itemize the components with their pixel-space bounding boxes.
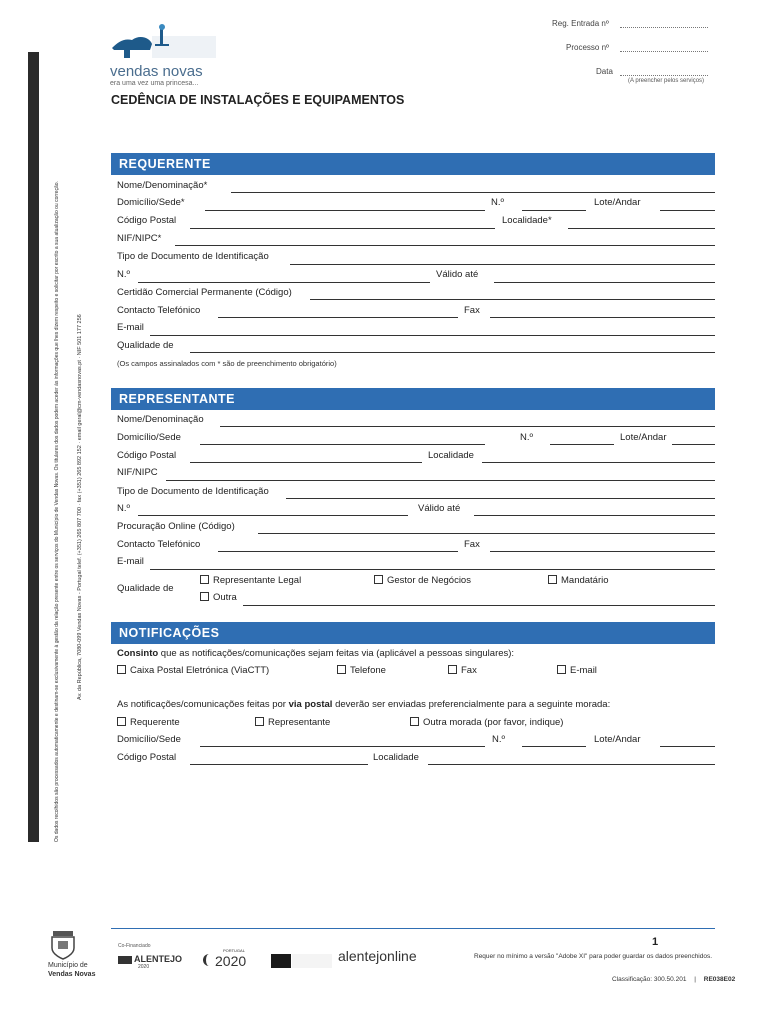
req-email-field[interactable]	[150, 335, 715, 336]
reg-entrada-field[interactable]	[620, 27, 708, 28]
notificacoes-section-bar	[111, 622, 715, 644]
rep-email-field[interactable]	[150, 569, 715, 570]
page-number: 1	[652, 936, 659, 948]
rep-procuracao-label: Procuração Online (Código)	[117, 521, 235, 532]
checkbox[interactable]	[337, 665, 346, 674]
checkbox[interactable]	[200, 592, 209, 601]
rep-contacto-field[interactable]	[218, 551, 458, 552]
notif-numero-label: N.º	[492, 734, 505, 745]
reg-entrada-label: Reg. Entrada nº	[552, 19, 609, 28]
rep-nome-field[interactable]	[220, 426, 715, 427]
req-nif-field[interactable]	[175, 245, 715, 246]
checkbox[interactable]	[448, 665, 457, 674]
req-contacto-field[interactable]	[218, 317, 458, 318]
portugal-2020-logo: PORTUGAL 2020	[203, 948, 259, 972]
req-codpostal-label: Código Postal	[117, 215, 177, 226]
data-label: Data	[596, 67, 613, 76]
rep-opt-mandatario[interactable]: Mandatário	[548, 575, 609, 586]
req-certidao-label: Certidão Comercial Permanente (Código)	[117, 287, 292, 298]
representante-section-bar	[111, 388, 715, 410]
alentejo-2020-logo: ALENTEJO 2020	[118, 951, 184, 971]
req-nome-label: Nome/Denominação*	[117, 180, 208, 191]
checkbox[interactable]	[410, 717, 419, 726]
document-title: CEDÊNCIA DE INSTALAÇÕES E EQUIPAMENTOS	[111, 93, 405, 107]
rep-opt-outra[interactable]: Outra	[200, 592, 237, 603]
cofinanciado-label: Co-Financiado	[118, 943, 151, 949]
alentejo-mark-icon	[118, 956, 132, 964]
checkbox[interactable]	[548, 575, 557, 584]
notif-opt-fax[interactable]: Fax	[448, 665, 477, 676]
req-numdoc-field[interactable]	[138, 282, 430, 283]
req-fax-label: Fax	[464, 305, 480, 316]
notif-codpostal-field[interactable]	[190, 764, 368, 765]
req-numero-label: N.º	[491, 197, 504, 208]
notif-domicilio-field[interactable]	[200, 746, 485, 747]
eu-fund-label	[292, 954, 332, 968]
req-required-note: (Os campos assinalados com * são de preenchimento obrigatório)	[117, 359, 337, 368]
notif-codpostal-label: Código Postal	[117, 752, 177, 763]
municipio-crest-icon	[48, 930, 78, 960]
checkbox[interactable]	[255, 717, 264, 726]
rep-domicilio-label: Domicílio/Sede	[117, 432, 181, 443]
classificacao: Classificação: 300.50.201 | RE038E02	[612, 976, 736, 983]
rep-domicilio-field[interactable]	[200, 444, 485, 445]
vendas-novas-logo	[110, 22, 220, 62]
req-nif-label: NIF/NIPC*	[117, 233, 162, 244]
checkbox[interactable]	[117, 665, 126, 674]
req-contacto-label: Contacto Telefónico	[117, 305, 201, 316]
checkbox[interactable]	[557, 665, 566, 674]
consinto-text: Consinto que as notificações/comunicações sejam feitas via (aplicável a pessoas singulares):	[117, 648, 515, 659]
eu-flag-icon	[271, 954, 291, 968]
req-qualidade-label: Qualidade de	[117, 340, 174, 351]
rep-valido-label: Válido até	[418, 503, 461, 514]
rep-numdoc-label: N.º	[117, 503, 130, 514]
data-note: (A preencher pelos serviços)	[628, 78, 705, 84]
processo-label: Processo nº	[566, 43, 609, 52]
rep-codpostal-field[interactable]	[190, 462, 422, 463]
rep-lote-label: Lote/Andar	[620, 432, 667, 443]
rep-numero-field[interactable]	[550, 444, 614, 445]
checkbox[interactable]	[374, 575, 383, 584]
brand-name: vendas novas	[110, 63, 203, 80]
rep-opt-gestor[interactable]: Gestor de Negócios	[374, 575, 471, 586]
requerente-section-bar	[111, 153, 715, 175]
footer-divider	[111, 928, 715, 929]
rep-qualidade-label: Qualidade de	[117, 583, 174, 594]
rep-fax-field[interactable]	[490, 551, 715, 552]
notif-localidade-field[interactable]	[428, 764, 715, 765]
municipio-label: Município de	[48, 962, 88, 969]
notif-lote-field[interactable]	[660, 746, 715, 747]
req-nome-field[interactable]	[231, 192, 715, 193]
data-field[interactable]	[620, 75, 708, 76]
rep-fax-label: Fax	[464, 539, 480, 550]
checkbox[interactable]	[117, 717, 126, 726]
privacy-vertical-text: Os dados recolhidos são processados automaticamente e destinam-se exclusivamente à gestão da relação presente entre os serviços do Município de Vendas Novas. Os titulares dos dados podem aceder às informações que lhes dizem respeito e solicitar por escrito a sua atualização ou correção.	[54, 181, 60, 842]
sidebar-bar	[28, 52, 39, 842]
req-lote-label: Lote/Andar	[594, 197, 641, 208]
req-fax-field[interactable]	[490, 317, 715, 318]
rep-nif-field[interactable]	[166, 480, 715, 481]
req-domicilio-field[interactable]	[205, 210, 485, 211]
rep-email-label: E-mail	[117, 556, 144, 567]
req-codpostal-field[interactable]	[190, 228, 495, 229]
rep-numdoc-field[interactable]	[138, 515, 408, 516]
rep-codpostal-label: Código Postal	[117, 450, 177, 461]
rep-outra-field[interactable]	[243, 605, 715, 606]
notif-opt-representante[interactable]: Representante	[255, 717, 330, 728]
notif-opt-outra-morada[interactable]: Outra morada (por favor, indique)	[410, 717, 563, 728]
req-numero-field[interactable]	[522, 210, 586, 211]
notif-opt-email[interactable]: E-mail	[557, 665, 597, 676]
rep-procuracao-field[interactable]	[258, 533, 715, 534]
notificacoes-title: NOTIFICAÇÕES	[119, 626, 220, 640]
notif-localidade-label: Localidade	[373, 752, 419, 763]
req-numdoc-label: N.º	[117, 269, 130, 280]
rep-valido-field[interactable]	[474, 515, 715, 516]
processo-field[interactable]	[620, 51, 708, 52]
req-localidade-label: Localidade*	[502, 215, 552, 226]
postal-text: As notificações/comunicações feitas por via postal deverão ser enviadas preferencialmente para a seguinte morada:	[117, 699, 611, 710]
req-tipodoc-label: Tipo de Documento de Identificação	[117, 251, 269, 262]
representante-title: REPRESENTANTE	[119, 392, 236, 406]
adobe-note: Requer no mínimo a versão "Adobe XI" para poder guardar os dados preenchidos.	[474, 953, 713, 960]
vendas-novas-label: Vendas Novas	[48, 971, 96, 978]
notif-numero-field[interactable]	[522, 746, 586, 747]
rep-tipodoc-field[interactable]	[286, 498, 715, 499]
req-tipodoc-field[interactable]	[290, 264, 715, 265]
req-qualidade-field[interactable]	[190, 352, 715, 353]
alentejonline-logo: alentejonline	[338, 948, 417, 964]
rep-contacto-label: Contacto Telefónico	[117, 539, 201, 550]
rep-numero-label: N.º	[520, 432, 533, 443]
rep-localidade-label: Localidade	[428, 450, 474, 461]
rep-nome-label: Nome/Denominação	[117, 414, 204, 425]
notif-domicilio-label: Domicílio/Sede	[117, 734, 181, 745]
req-localidade-field[interactable]	[568, 228, 715, 229]
rep-lote-field[interactable]	[672, 444, 715, 445]
notif-opt-telefone[interactable]: Telefone	[337, 665, 386, 676]
brand-tagline: era uma vez uma princesa...	[110, 80, 199, 87]
req-certidao-field[interactable]	[310, 299, 715, 300]
req-valido-field[interactable]	[494, 282, 715, 283]
notif-opt-caixa[interactable]: Caixa Postal Eletrónica (ViaCTT)	[117, 665, 269, 676]
notif-opt-requerente[interactable]: Requerente	[117, 717, 180, 728]
requerente-title: REQUERENTE	[119, 157, 211, 171]
address-vertical-text: Av. da República, 7080-099 Vendas Novas - Portugal telef. (+351) 265 807 700 · fax (+351) 265 892 152 · email geral@cm-vendasnovas.pt · NIF 501 177 256	[77, 314, 83, 700]
rep-localidade-field[interactable]	[482, 462, 715, 463]
checkbox[interactable]	[200, 575, 209, 584]
rep-tipodoc-label: Tipo de Documento de Identificação	[117, 486, 269, 497]
rep-opt-legal[interactable]: Representante Legal	[200, 575, 301, 586]
req-email-label: E-mail	[117, 322, 144, 333]
rep-nif-label: NIF/NIPC	[117, 467, 158, 478]
req-domicilio-label: Domicílio/Sede*	[117, 197, 185, 208]
req-lote-field[interactable]	[660, 210, 715, 211]
req-valido-label: Válido até	[436, 269, 479, 280]
notif-lote-label: Lote/Andar	[594, 734, 641, 745]
